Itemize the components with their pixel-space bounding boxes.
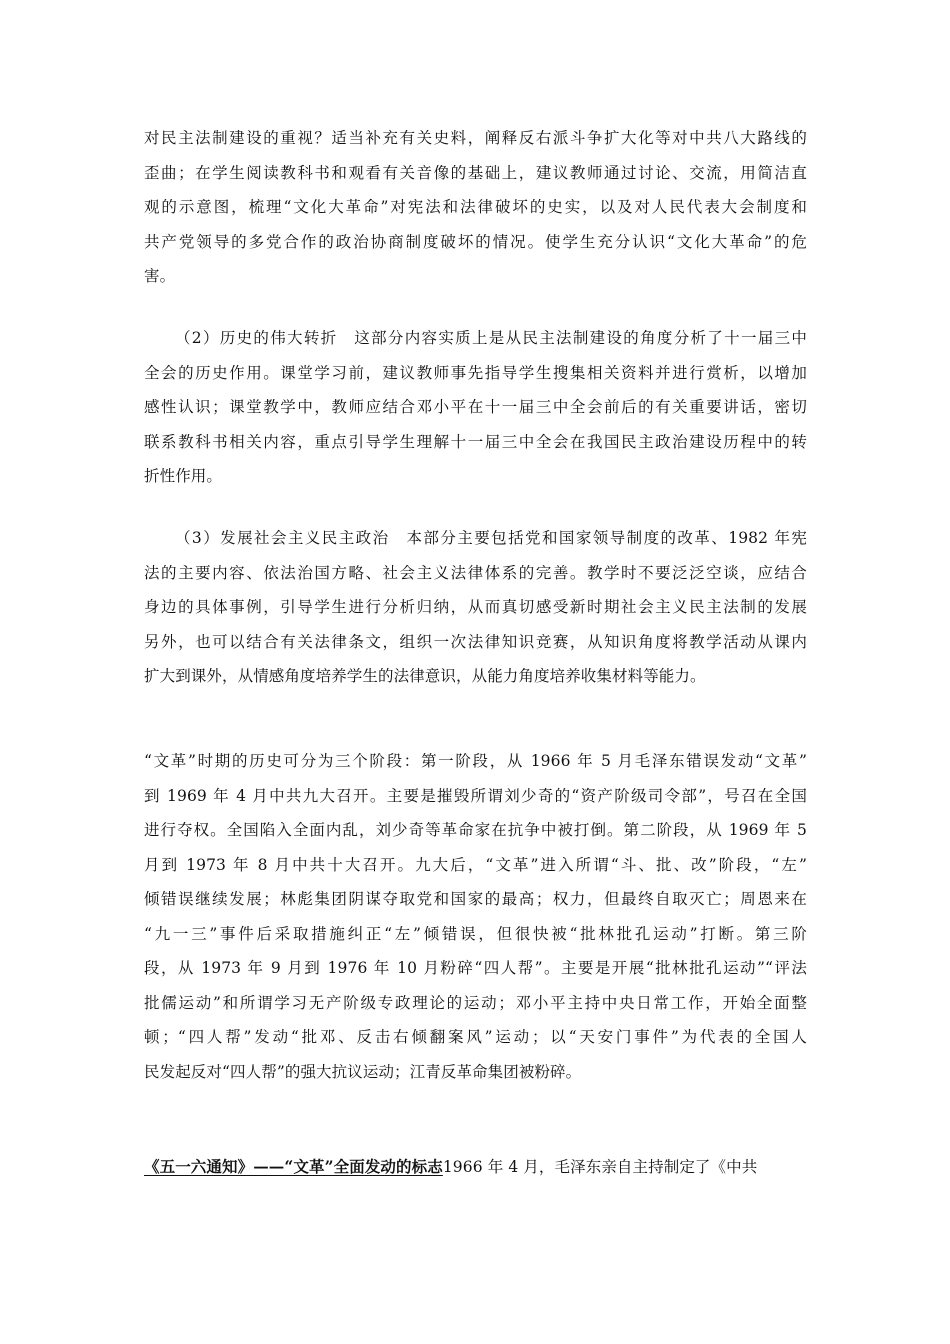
text-line: 到 1969 年 4 月中共九大召开。主要是摧毁所谓刘少奇的“资产阶级司令部”，号召在全国 [144,786,807,805]
text-line: 观的示意图，梳理“文化大革命”对宪法和法律破坏的史实，以及对人民代表大会制度和 [144,198,807,216]
section-heading: 《五一六通知》——“文革”全面发动的标志 [144,1157,443,1176]
paragraph-socialist-democracy [144,521,807,694]
paragraph-text: 1966 年 4 月，毛泽东亲自主持制定了《中共 [442,1158,758,1176]
text-line: （2）历史的伟大转折 这部分内容实质上是从民主法制建设的角度分析了十一届三中 [175,329,807,347]
paragraph-cultural-revolution-stages [144,744,807,1089]
text-line: 害。 [144,267,176,285]
text-line: 月到 1973 年 8 月中共十大召开。九大后，“文革”进入所谓“斗、批、改”阶段，“左” [144,855,807,874]
text-line: （3）发展社会主义民主政治 本部分主要包括党和国家领导制度的改革、1982 年宪 [175,529,807,547]
text-line: 另外，也可以结合有关法律条文，组织一次法律知识竞赛，从知识角度将教学活动从课内 [144,632,807,651]
text-line: 共产党领导的多党合作的政治协商制度破坏的情况。使学生充分认识“文化大革命”的危 [144,232,807,251]
text-line: 民发起反对“四人帮”的强大抗议运动；江青反革命集团被粉碎。 [144,1062,582,1081]
text-line: 折性作用。 [144,467,223,485]
text-line [144,1150,807,1185]
text-line: 对民主法制建设的重视？适当补充有关史料，阐释反右派斗争扩大化等对中共八大路线的 [144,129,807,147]
text-line: 扩大到课外，从情感角度培养学生的法律意识，从能力角度培养收集材料等能力。 [144,667,706,685]
text-line: 顿；“四人帮”发动“批邓、反击右倾翻案风”运动；以“天安门事件”为代表的全国人 [144,1028,807,1046]
paragraph-democracy-legal [144,121,807,294]
text-line: 进行夺权。全国陷入全面内乱，刘少奇等革命家在抗争中被打倒。第二阶段，从 1969 年 5 [144,821,807,839]
text-line: “文革”时期的历史可分为三个阶段：第一阶段，从 1966 年 5 月毛泽东错误发动“文革” [144,752,807,770]
text-line: 身边的具体事例，引导学生进行分析归纳，从而真切感受新时期社会主义民主法制的发展 [144,598,807,616]
paragraph-historic-turning-point [144,321,807,494]
text-line: 倾错误继续发展；林彪集团阴谋夺取党和国家的最高；权力，但最终自取灭亡；周恩来在 [144,890,807,908]
text-line: 歪曲；在学生阅读教科书和观看有关音像的基础上，建议教师通过讨论、交流，用简洁直 [144,163,807,182]
text-line: 法的主要内容、依法治国方略、社会主义法律体系的完善。教学时不要泛泛空谈，应结合 [144,563,807,582]
text-line: 感性认识；课堂教学中，教师应结合邓小平在十一届三中全会前后的有关重要讲话，密切 [144,398,807,416]
text-line: 批儒运动”和所谓学习无产阶级专政理论的运动；邓小平主持中央日常工作，开始全面整 [144,993,807,1012]
text-line: 全会的历史作用。课堂学习前，建议教师事先指导学生搜集相关资料并进行赏析，以增加 [144,363,807,382]
text-line: “九一三”事件后采取措施纠正“左”倾错误，但很快被“批林批孔运动”打断。第三阶 [144,924,807,943]
text-line: 段，从 1973 年 9 月到 1976 年 10 月粉碎“四人帮”。主要是开展“批林批孔运动”“评法 [144,959,807,977]
paragraph-may-16-notice [144,1150,807,1185]
text-line: 联系教科书相关内容，重点引导学生理解十一届三中全会在我国民主政治建设历程中的转 [144,432,807,451]
